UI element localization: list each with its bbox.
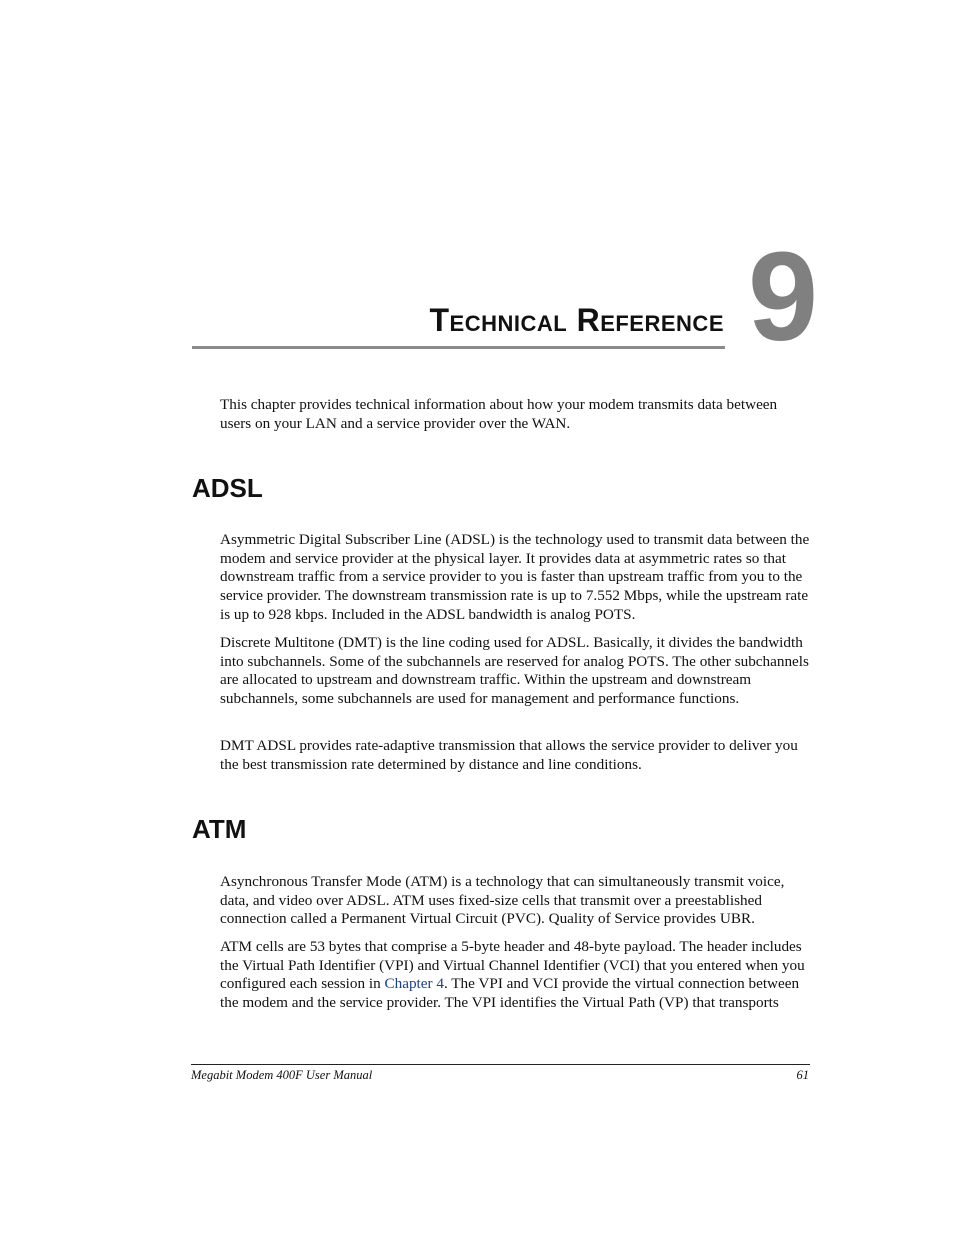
chapter-4-link[interactable]: Chapter 4 <box>384 975 444 993</box>
adsl-paragraph-2: Discrete Multitone (DMT) is the line coding used for ADSL. Basically, it divides the bandwidth into subchannels. Some of the subchannels are reserved for analog POTS. The other subchannels are allocated to upstream and downstream traffic. Within the upstream and downstream subchannels, some subchannels are used for management and performance functions. <box>220 634 809 708</box>
section-heading-adsl: ADSL <box>192 473 263 503</box>
adsl-paragraph-1: Asymmetric Digital Subscriber Line (ADSL) is the technology used to transmit data between the modem and service provider at the physical layer. It provides data at asymmetric rates so that downstream traffic from a service provider to you is faster than upstream traffic from you to the service provider. The downstream transmission rate is up to 7.552 Mbps, while the upstream rate is up to 928 kbps. Included in the ADSL bandwidth is analog POTS. <box>220 531 810 623</box>
atm-paragraph-2-text-after: . The VPI and VCI provide the virtual connection between the modem and the service provider. The VPI identifies the Virtual Path (VP) that transports <box>220 975 800 1012</box>
footer-page-number: 61 <box>796 1068 809 1082</box>
footer-manual-title: Megabit Modem 400F User Manual <box>191 1068 373 1082</box>
atm-paragraph-2-text-before: ATM cells are 53 bytes that comprise a 5-byte header and 48-byte payload. The header includes the Virtual Path Identifier (VPI) and Virtual Channel Identifier (VCI) that you entered when you configured each session in <box>220 938 805 993</box>
atm-paragraph-1: Asynchronous Transfer Mode (ATM) is a technology that can simultaneously transmit voice, data, and video over ADSL. ATM uses fixed-size cells that transmit over a preestablished connection called a Permanent Virtual Circuit (PVC). Quality of Service provides UBR. <box>220 873 785 928</box>
chapter-title-rule <box>192 346 725 349</box>
chapter-header <box>192 226 832 367</box>
atm-paragraph-2 <box>220 938 812 1013</box>
section-heading-atm: ATM <box>192 814 247 844</box>
footer-rule <box>191 1064 810 1065</box>
intro-paragraph: This chapter provides technical information about how your modem transmits data between users on your LAN and a service provider over the WAN. <box>220 396 778 432</box>
chapter-title: Technical Reference <box>429 302 724 338</box>
chapter-number: 9 <box>748 226 819 367</box>
adsl-paragraph-3: DMT ADSL provides rate-adaptive transmission that allows the service provider to deliver you the best transmission rate determined by distance and line conditions. <box>220 737 798 773</box>
